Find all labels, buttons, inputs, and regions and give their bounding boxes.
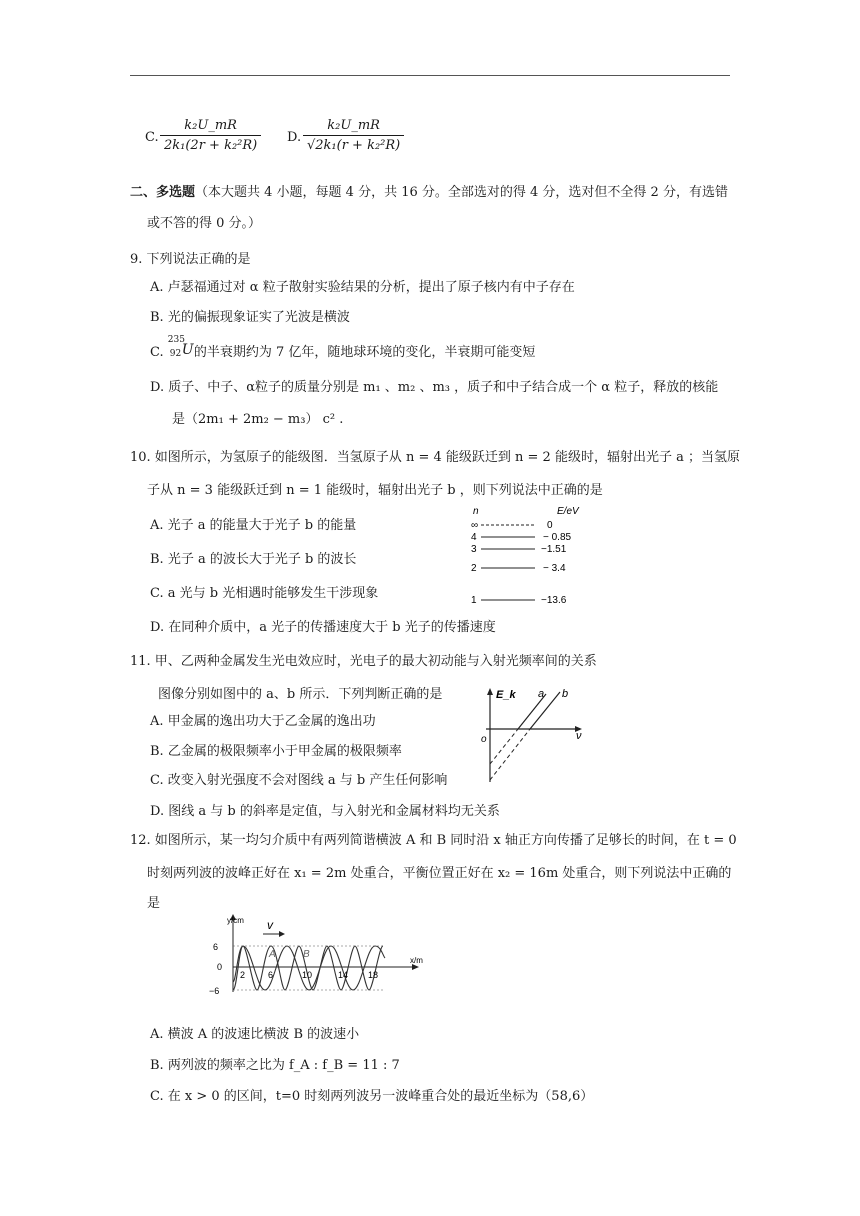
q12-option-a: A. 横波 A 的波速比横波 B 的波速小 [150,1027,360,1042]
q11-option-a: A. 甲金属的逸出功大于乙金属的逸出功 [150,714,376,729]
x-tick-14: 14 [338,970,349,980]
level-n-label: 2 [471,563,477,574]
q8-option-c-label: C. [145,130,159,145]
element-symbol: U [181,341,194,358]
q10-stem-line1: 10. 如图所示，为氢原子的能级图．当氢原子从 n = 4 能级跃迁到 n = 2 能级时，辐射出光子 a ；当氢原 [130,450,740,465]
level-e-label: − 3.4 [543,563,566,574]
y-tick-6: 6 [213,942,219,952]
line-a-extension [490,729,518,764]
x-tick-6: 6 [268,970,274,980]
q11-stem-line2: 图像分别如图中的 a、b 所示．下列判断正确的是 [158,687,443,702]
level-e-label: −1.51 [541,544,567,555]
origin-label: o [481,734,487,745]
n-header: n [473,506,479,517]
q8-option-c-fraction [160,118,261,153]
q12-stem-line2: 时刻两列波的波峰正好在 x₁ = 2m 处重合，平衡位置正好在 x₂ = 16m 处重合，则下列说法中正确的 [147,866,732,881]
fraction-bar [303,135,404,136]
x-tick-18: 18 [368,970,379,980]
y-axis-label: y/cm [227,916,244,925]
line-b-extension [490,729,530,780]
q9-option-d-line1: D. 质子、中子、α粒子的质量分别是 m₁ 、m₂ 、m₃ ，质子和中子结合成一个 α 粒子，释放的核能 [150,380,719,395]
nuclide-symbol [167,334,194,362]
q8-c-denominator: 2k₁(2r + k₂²R) [164,138,258,153]
level-n-label: 1 [471,595,477,606]
q12-option-b: B. 两列波的频率之比为 f_A : f_B = 11 : 7 [150,1058,400,1073]
q12-option-c: C. 在 x > 0 的区间，t=0 时刻两列波另一波峰重合处的最近坐标为（58,6） [150,1089,594,1104]
y-axis-arrow [487,688,493,695]
q9-stem: 9. 下列说法正确的是 [130,252,251,267]
q11-option-b: B. 乙金属的极限频率小于甲金属的极限频率 [150,744,402,759]
level-n-label: 3 [471,544,477,555]
x-axis-label: x/m [410,956,423,965]
y-tick-neg6: −6 [209,986,220,994]
level-3 [471,544,567,555]
section-note-line2: 或不答的得 0 分。） [147,216,262,231]
section-title: 二、多选题 [130,185,196,200]
q8-d-denominator: √2k₁(r + k₂²R) [307,138,401,153]
q10-option-d: D. 在同种介质中，a 光子的传播速度大于 b 光子的传播速度 [150,620,496,635]
atomic-number: 92 [169,348,182,359]
header-rule [130,75,730,76]
e-header: E/eV [557,506,579,517]
level-e-label: − 0.85 [543,532,572,543]
level-n-label: ∞ [471,520,479,531]
q10-stem-line2: 子从 n = 3 能级跃迁到 n = 1 能级时，辐射出光子 b ，则下列说法中正确的是 [147,483,603,498]
q8-option-d-fraction [303,118,404,153]
y-tick-0: 0 [217,962,223,972]
line-a-label: a [538,688,545,700]
wave-graph [205,912,445,994]
y-axis-label: E_k [496,689,516,701]
q11-option-c: C. 改变入射光强度不会对图线 a 与 b 产生任何影响 [150,773,448,788]
q9-c-text: 的半衰期约为 7 亿年，随地球环境的变化，半衰期可能变短 [189,345,536,360]
level-n-label: 4 [471,532,477,543]
q10-option-b: B. 光子 a 的波长大于光子 b 的波长 [150,552,357,567]
level-inf [471,520,553,531]
q12-stem-line1: 12. 如图所示，某一均匀介质中有两列简谐横波 A 和 B 同时沿 x 轴正方向传播了足够长的时间，在 t = 0 [130,833,737,848]
q9-option-a: A. 卢瑟福通过对 α 粒子散射实验结果的分析，提出了原子核内有中子存在 [150,280,575,295]
q11-option-d: D. 图线 a 与 b 的斜率是定值，与入射光和金属材料均无关系 [150,804,500,819]
line-b [530,692,560,729]
fraction-bar [160,135,261,136]
x-tick-2: 2 [240,970,246,980]
level-1 [471,595,567,606]
x-axis-label: ν [576,730,582,742]
q8-option-d-label: D. [287,130,302,145]
level-e-label: 0 [547,520,553,531]
level-e-label: −13.6 [541,595,567,606]
velocity-label: v [267,918,273,932]
level-4 [471,532,572,543]
q10-option-c: C. a 光与 b 光相遇时能够发生干涉现象 [150,586,379,601]
wave-a-label: A [269,949,276,960]
q9-option-d-line2: 是（2m₁ + 2m₂ − m₃） c² . [172,412,344,427]
q11-stem-line1: 11. 甲、乙两种金属发生光电效应时，光电子的最大初动能与入射光频率间的关系 [130,654,597,669]
q8-d-numerator: k₂U_mR [327,118,380,133]
q9-c-label: C. [150,345,164,360]
q9-option-c [150,334,536,362]
level-2 [471,563,566,574]
line-b-label: b [562,688,569,700]
q12-stem-line3: 是 [147,896,161,911]
x-tick-10: 10 [302,970,313,980]
section-header [130,181,728,200]
velocity-arrowhead [279,931,285,937]
section-note-line1: （本大题共 4 小题，每题 4 分，共 16 分。全部选对的得 4 分，选对但不全得 2 分，有选错 [195,185,728,200]
energy-level-diagram [465,502,605,607]
wave-b-label: B [303,949,310,960]
q9-option-b: B. 光的偏振现象证实了光波是横波 [150,310,350,325]
photoelectric-graph [478,684,590,786]
q8-c-numerator: k₂U_mR [184,118,237,133]
mass-number: 235 [167,334,185,345]
q10-option-a: A. 光子 a 的能量大于光子 b 的能量 [150,518,357,533]
